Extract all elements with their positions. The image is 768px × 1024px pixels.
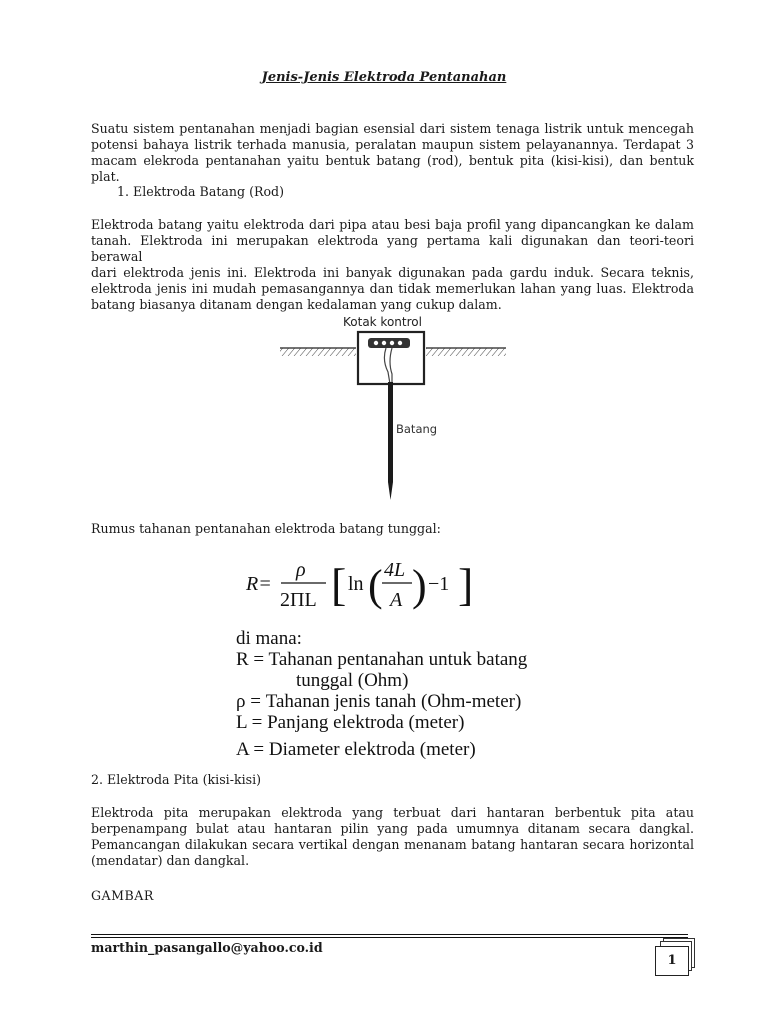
formula-inner-num: 4L bbox=[384, 559, 406, 581]
section2-line-4: (mendatar) dan dangkal. bbox=[91, 853, 250, 868]
page-number-badge bbox=[655, 938, 699, 978]
section1-paragraph bbox=[91, 217, 694, 313]
rod-label: Batang bbox=[396, 422, 438, 436]
document-title: Jenis-Jenis Elektroda Pentanahan bbox=[261, 70, 507, 85]
gambar-placeholder: GAMBAR bbox=[91, 888, 154, 903]
page-number: 1 bbox=[655, 946, 689, 976]
rod-tip bbox=[388, 482, 393, 500]
formula-denominator: 2ΠL bbox=[280, 589, 317, 611]
formula-lhs: R= bbox=[246, 573, 272, 595]
resistance-formula bbox=[236, 548, 566, 618]
intro-line-1: Suatu sistem pentanahan menjadi bagian esensial dari sistem tenaga listrik untuk mencegah bbox=[91, 121, 694, 136]
rod bbox=[388, 382, 393, 482]
footer-rule-bottom bbox=[91, 937, 688, 938]
formula-block bbox=[236, 548, 566, 760]
legend-r-cont: tunggal (Ohm) bbox=[296, 670, 409, 691]
svg-text:(: ( bbox=[368, 561, 383, 610]
section2-line-2: berpenampang bulat atau hantaran pilin yang pada umumnya ditanam secara dangkal. bbox=[91, 821, 694, 836]
intro-line-3: macam elekroda pentanahan yaitu bentuk batang (rod), bentuk pita (kisi-kisi), dan bentuk plat. bbox=[91, 153, 694, 184]
section1-line-4: elektroda jenis ini mudah pemasangannya dan tidak memerlukan lahan yang luas. Elektroda bbox=[91, 281, 694, 296]
legend-r: R = Tahanan pentanahan untuk batang bbox=[236, 649, 528, 670]
section1-heading: 1. Elektroda Batang (Rod) bbox=[117, 184, 285, 199]
section1-line-5: batang biasanya ditanam dengan kedalaman yang cukup dalam. bbox=[91, 297, 502, 312]
svg-text:): ) bbox=[412, 561, 427, 610]
formula-inner-den: A bbox=[390, 589, 403, 611]
intro-paragraph bbox=[91, 121, 694, 185]
intro-line-2: potensi bahaya listrik terhada manusia, peralatan maupun sistem pelayanannya. Terdapat 3 bbox=[91, 137, 694, 152]
rod-electrode-diagram bbox=[268, 308, 518, 512]
section2-line-1: Elektroda pita merupakan elektroda yang terbuat dari hantaran berbentuk pita atau bbox=[91, 805, 694, 820]
control-box-label: Kotak kontrol bbox=[343, 315, 422, 329]
section1-line-1: Elektroda batang yaitu elektroda dari pipa atau besi baja profil yang dipancangkan ke dalam bbox=[91, 217, 694, 232]
svg-text:[: [ bbox=[331, 559, 347, 610]
section2-line-3: Pemancangan dilakukan secara vertikal dengan menanam batang hantaran secara horizontal bbox=[91, 837, 694, 852]
footer-email: marthin_pasangallo@yahoo.co.id bbox=[91, 940, 323, 955]
ground-hatch-left bbox=[280, 348, 356, 356]
formula-intro: Rumus tahanan pentanahan elektroda batang tunggal: bbox=[91, 521, 441, 536]
section1-line-2: tanah. Elektroda ini merupakan elektroda yang pertama kali digunakan dan teori-teori berawal bbox=[91, 233, 694, 264]
formula-numerator: ρ bbox=[296, 559, 306, 581]
svg-text:]: ] bbox=[458, 559, 474, 610]
formula-ln: ln bbox=[348, 573, 364, 595]
legend-a: A = Diameter elektroda (meter) bbox=[236, 739, 476, 760]
footer-rule-top bbox=[91, 934, 688, 935]
rod-electrode-figure bbox=[268, 308, 518, 508]
section1-line-3: dari elektroda jenis ini. Elektroda ini banyak digunakan pada gardu induk. Secara teknis, bbox=[91, 265, 694, 280]
legend-rho: ρ = Tahanan jenis tanah (Ohm-meter) bbox=[236, 691, 522, 712]
formula-tail: −1 bbox=[428, 573, 450, 595]
formula-legend bbox=[236, 628, 566, 760]
section2-heading: 2. Elektroda Pita (kisi-kisi) bbox=[91, 772, 262, 787]
legend-l: L = Panjang elektroda (meter) bbox=[236, 712, 465, 733]
section2-paragraph bbox=[91, 805, 694, 869]
ground-hatch-right bbox=[426, 348, 506, 356]
legend-header: di mana: bbox=[236, 628, 302, 649]
